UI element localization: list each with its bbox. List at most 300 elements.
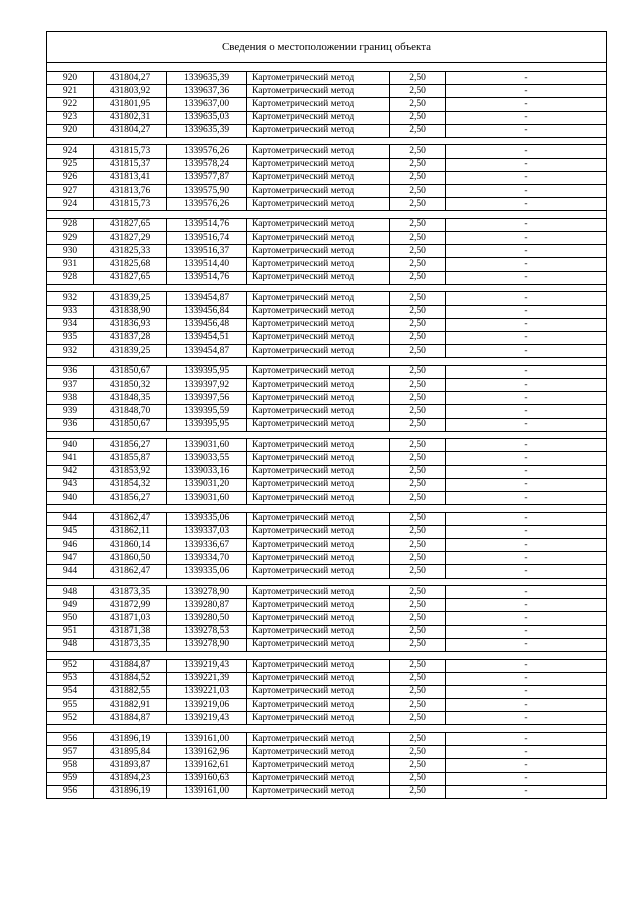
accuracy-cell: 2,50	[390, 759, 446, 772]
method-cell: Картометрический метод	[247, 465, 390, 478]
separator-cell	[47, 137, 607, 145]
method-cell: Картометрический метод	[247, 491, 390, 504]
method-cell: Картометрический метод	[247, 271, 390, 284]
y-coordinate-cell: 1339031,60	[167, 439, 247, 452]
method-cell: Картометрический метод	[247, 699, 390, 712]
x-coordinate-cell: 431894,23	[94, 772, 167, 785]
table-row	[47, 491, 607, 504]
x-coordinate-cell: 431838,90	[94, 305, 167, 318]
table-row	[47, 785, 607, 798]
point-number-cell: 954	[47, 685, 94, 698]
table-row	[47, 732, 607, 745]
accuracy-cell: 2,50	[390, 292, 446, 305]
description-cell: -	[446, 365, 607, 378]
separator-cell	[47, 284, 607, 292]
method-cell: Картометрический метод	[247, 512, 390, 525]
accuracy-cell: 2,50	[390, 772, 446, 785]
accuracy-cell: 2,50	[390, 158, 446, 171]
accuracy-cell: 2,50	[390, 378, 446, 391]
group-separator-row	[47, 505, 607, 513]
point-number-cell: 955	[47, 699, 94, 712]
x-coordinate-cell: 431895,84	[94, 746, 167, 759]
x-coordinate-cell: 431853,92	[94, 465, 167, 478]
point-number-cell: 943	[47, 478, 94, 491]
x-coordinate-cell: 431827,29	[94, 232, 167, 245]
table-row	[47, 465, 607, 478]
x-coordinate-cell: 431860,14	[94, 539, 167, 552]
method-cell: Картометрический метод	[247, 586, 390, 599]
point-number-cell: 936	[47, 418, 94, 431]
description-cell: -	[446, 512, 607, 525]
description-cell: -	[446, 158, 607, 171]
point-number-cell: 929	[47, 232, 94, 245]
y-coordinate-cell: 1339161,00	[167, 785, 247, 798]
x-coordinate-cell: 431884,52	[94, 672, 167, 685]
x-coordinate-cell: 431813,76	[94, 185, 167, 198]
y-coordinate-cell: 1339516,74	[167, 232, 247, 245]
point-number-cell: 935	[47, 331, 94, 344]
table-row	[47, 565, 607, 578]
table-row	[47, 552, 607, 565]
group-separator-row	[47, 358, 607, 366]
description-cell: -	[446, 305, 607, 318]
method-cell: Картометрический метод	[247, 625, 390, 638]
y-coordinate-cell: 1339576,26	[167, 198, 247, 211]
point-number-cell: 948	[47, 638, 94, 651]
accuracy-cell: 2,50	[390, 625, 446, 638]
method-cell: Картометрический метод	[247, 439, 390, 452]
method-cell: Картометрический метод	[247, 158, 390, 171]
point-number-cell: 940	[47, 491, 94, 504]
table-row	[47, 98, 607, 111]
accuracy-cell: 2,50	[390, 232, 446, 245]
separator-cell	[47, 211, 607, 219]
point-number-cell: 953	[47, 672, 94, 685]
point-number-cell: 958	[47, 759, 94, 772]
method-cell: Картометрический метод	[247, 171, 390, 184]
point-number-cell: 925	[47, 158, 94, 171]
accuracy-cell: 2,50	[390, 245, 446, 258]
y-coordinate-cell: 1339162,96	[167, 746, 247, 759]
accuracy-cell: 2,50	[390, 85, 446, 98]
group-separator-row	[47, 652, 607, 660]
x-coordinate-cell: 431871,38	[94, 625, 167, 638]
description-cell: -	[446, 759, 607, 772]
description-cell: -	[446, 331, 607, 344]
y-coordinate-cell: 1339456,84	[167, 305, 247, 318]
x-coordinate-cell: 431801,95	[94, 98, 167, 111]
x-coordinate-cell: 431839,25	[94, 345, 167, 358]
y-coordinate-cell: 1339278,90	[167, 586, 247, 599]
point-number-cell: 938	[47, 392, 94, 405]
description-cell: -	[446, 565, 607, 578]
accuracy-cell: 2,50	[390, 599, 446, 612]
table-row	[47, 672, 607, 685]
document-title: Сведения о местоположении границ объекта	[47, 32, 607, 63]
x-coordinate-cell: 431856,27	[94, 439, 167, 452]
method-cell: Картометрический метод	[247, 111, 390, 124]
x-coordinate-cell: 431804,27	[94, 124, 167, 137]
point-number-cell: 949	[47, 599, 94, 612]
description-cell: -	[446, 746, 607, 759]
table-row	[47, 158, 607, 171]
x-coordinate-cell: 431872,99	[94, 599, 167, 612]
accuracy-cell: 2,50	[390, 365, 446, 378]
y-coordinate-cell: 1339454,51	[167, 331, 247, 344]
table-row	[47, 185, 607, 198]
method-cell: Картометрический метод	[247, 659, 390, 672]
point-number-cell: 920	[47, 72, 94, 85]
method-cell: Картометрический метод	[247, 98, 390, 111]
point-number-cell: 924	[47, 145, 94, 158]
description-cell: -	[446, 599, 607, 612]
y-coordinate-cell: 1339280,50	[167, 612, 247, 625]
table-row	[47, 772, 607, 785]
description-cell: -	[446, 145, 607, 158]
description-cell: -	[446, 378, 607, 391]
x-coordinate-cell: 431855,87	[94, 452, 167, 465]
x-coordinate-cell: 431862,11	[94, 525, 167, 538]
accuracy-cell: 2,50	[390, 552, 446, 565]
description-cell: -	[446, 198, 607, 211]
method-cell: Картометрический метод	[247, 365, 390, 378]
y-coordinate-cell: 1339516,37	[167, 245, 247, 258]
method-cell: Картометрический метод	[247, 552, 390, 565]
accuracy-cell: 2,50	[390, 586, 446, 599]
table-row	[47, 85, 607, 98]
table-row	[47, 712, 607, 725]
point-number-cell: 937	[47, 378, 94, 391]
point-number-cell: 948	[47, 586, 94, 599]
y-coordinate-cell: 1339219,43	[167, 659, 247, 672]
point-number-cell: 951	[47, 625, 94, 638]
accuracy-cell: 2,50	[390, 539, 446, 552]
accuracy-cell: 2,50	[390, 271, 446, 284]
y-coordinate-cell: 1339278,53	[167, 625, 247, 638]
method-cell: Картометрический метод	[247, 331, 390, 344]
table-row	[47, 612, 607, 625]
method-cell: Картометрический метод	[247, 198, 390, 211]
point-number-cell: 932	[47, 345, 94, 358]
description-cell: -	[446, 98, 607, 111]
description-cell: -	[446, 185, 607, 198]
point-number-cell: 930	[47, 245, 94, 258]
point-number-cell: 944	[47, 512, 94, 525]
table-row	[47, 452, 607, 465]
group-separator-row	[47, 431, 607, 439]
accuracy-cell: 2,50	[390, 565, 446, 578]
method-cell: Картометрический метод	[247, 305, 390, 318]
separator-cell	[47, 505, 607, 513]
y-coordinate-cell: 1339395,95	[167, 365, 247, 378]
method-cell: Картометрический метод	[247, 685, 390, 698]
description-cell: -	[446, 552, 607, 565]
table-row	[47, 439, 607, 452]
table-row	[47, 318, 607, 331]
y-coordinate-cell: 1339397,56	[167, 392, 247, 405]
accuracy-cell: 2,50	[390, 659, 446, 672]
description-cell: -	[446, 685, 607, 698]
method-cell: Картометрический метод	[247, 185, 390, 198]
separator-cell	[47, 578, 607, 586]
table-row	[47, 258, 607, 271]
accuracy-cell: 2,50	[390, 478, 446, 491]
table-row	[47, 218, 607, 231]
method-cell: Картометрический метод	[247, 345, 390, 358]
y-coordinate-cell: 1339160,63	[167, 772, 247, 785]
point-number-cell: 926	[47, 171, 94, 184]
point-number-cell: 928	[47, 218, 94, 231]
x-coordinate-cell: 431884,87	[94, 659, 167, 672]
y-coordinate-cell: 1339221,39	[167, 672, 247, 685]
table-row	[47, 145, 607, 158]
x-coordinate-cell: 431850,32	[94, 378, 167, 391]
table-row	[47, 198, 607, 211]
method-cell: Картометрический метод	[247, 539, 390, 552]
point-number-cell: 956	[47, 732, 94, 745]
y-coordinate-cell: 1339514,76	[167, 271, 247, 284]
x-coordinate-cell: 431882,55	[94, 685, 167, 698]
group-separator-row	[47, 725, 607, 733]
y-coordinate-cell: 1339576,26	[167, 145, 247, 158]
method-cell: Картометрический метод	[247, 258, 390, 271]
separator-cell	[47, 431, 607, 439]
method-cell: Картометрический метод	[247, 599, 390, 612]
x-coordinate-cell: 431825,33	[94, 245, 167, 258]
table-row	[47, 292, 607, 305]
table-row	[47, 171, 607, 184]
point-number-cell: 931	[47, 258, 94, 271]
table-body	[47, 32, 607, 799]
method-cell: Картометрический метод	[247, 392, 390, 405]
y-coordinate-cell: 1339635,03	[167, 111, 247, 124]
y-coordinate-cell: 1339456,48	[167, 318, 247, 331]
x-coordinate-cell: 431896,19	[94, 732, 167, 745]
description-cell: -	[446, 124, 607, 137]
accuracy-cell: 2,50	[390, 638, 446, 651]
group-separator-row	[47, 578, 607, 586]
table-row	[47, 512, 607, 525]
method-cell: Картометрический метод	[247, 712, 390, 725]
accuracy-cell: 2,50	[390, 218, 446, 231]
point-number-cell: 952	[47, 712, 94, 725]
table-row	[47, 699, 607, 712]
point-number-cell: 950	[47, 612, 94, 625]
accuracy-cell: 2,50	[390, 318, 446, 331]
x-coordinate-cell: 431893,87	[94, 759, 167, 772]
description-cell: -	[446, 405, 607, 418]
accuracy-cell: 2,50	[390, 491, 446, 504]
x-coordinate-cell: 431815,73	[94, 145, 167, 158]
point-number-cell: 922	[47, 98, 94, 111]
blank-cell	[47, 63, 607, 72]
x-coordinate-cell: 431850,67	[94, 418, 167, 431]
x-coordinate-cell: 431827,65	[94, 218, 167, 231]
accuracy-cell: 2,50	[390, 746, 446, 759]
table-row	[47, 586, 607, 599]
y-coordinate-cell: 1339514,76	[167, 218, 247, 231]
table-row	[47, 599, 607, 612]
x-coordinate-cell: 431837,28	[94, 331, 167, 344]
x-coordinate-cell: 431827,65	[94, 271, 167, 284]
method-cell: Картометрический метод	[247, 72, 390, 85]
accuracy-cell: 2,50	[390, 198, 446, 211]
y-coordinate-cell: 1339575,90	[167, 185, 247, 198]
method-cell: Картометрический метод	[247, 478, 390, 491]
table-row	[47, 124, 607, 137]
description-cell: -	[446, 638, 607, 651]
description-cell: -	[446, 612, 607, 625]
accuracy-cell: 2,50	[390, 72, 446, 85]
point-number-cell: 956	[47, 785, 94, 798]
accuracy-cell: 2,50	[390, 331, 446, 344]
table-row	[47, 365, 607, 378]
x-coordinate-cell: 431813,41	[94, 171, 167, 184]
method-cell: Картометрический метод	[247, 565, 390, 578]
description-cell: -	[446, 258, 607, 271]
group-separator-row	[47, 137, 607, 145]
point-number-cell: 928	[47, 271, 94, 284]
table-row	[47, 525, 607, 538]
accuracy-cell: 2,50	[390, 98, 446, 111]
description-cell: -	[446, 318, 607, 331]
description-cell: -	[446, 672, 607, 685]
boundary-coordinates-table	[46, 31, 607, 799]
method-cell: Картометрический метод	[247, 85, 390, 98]
accuracy-cell: 2,50	[390, 732, 446, 745]
point-number-cell: 957	[47, 746, 94, 759]
accuracy-cell: 2,50	[390, 452, 446, 465]
accuracy-cell: 2,50	[390, 418, 446, 431]
table-row	[47, 392, 607, 405]
title-row	[47, 32, 607, 63]
point-number-cell: 924	[47, 198, 94, 211]
point-number-cell: 941	[47, 452, 94, 465]
method-cell: Картометрический метод	[247, 405, 390, 418]
table-row	[47, 746, 607, 759]
x-coordinate-cell: 431825,68	[94, 258, 167, 271]
description-cell: -	[446, 439, 607, 452]
point-number-cell: 940	[47, 439, 94, 452]
method-cell: Картометрический метод	[247, 732, 390, 745]
y-coordinate-cell: 1339219,43	[167, 712, 247, 725]
accuracy-cell: 2,50	[390, 405, 446, 418]
method-cell: Картометрический метод	[247, 638, 390, 651]
y-coordinate-cell: 1339336,67	[167, 539, 247, 552]
accuracy-cell: 2,50	[390, 439, 446, 452]
point-number-cell: 933	[47, 305, 94, 318]
table-row	[47, 305, 607, 318]
method-cell: Картометрический метод	[247, 772, 390, 785]
y-coordinate-cell: 1339337,03	[167, 525, 247, 538]
description-cell: -	[446, 171, 607, 184]
accuracy-cell: 2,50	[390, 345, 446, 358]
x-coordinate-cell: 431873,35	[94, 638, 167, 651]
y-coordinate-cell: 1339637,00	[167, 98, 247, 111]
y-coordinate-cell: 1339635,39	[167, 72, 247, 85]
x-coordinate-cell: 431882,91	[94, 699, 167, 712]
table-row	[47, 111, 607, 124]
description-cell: -	[446, 85, 607, 98]
description-cell: -	[446, 699, 607, 712]
y-coordinate-cell: 1339161,00	[167, 732, 247, 745]
y-coordinate-cell: 1339033,16	[167, 465, 247, 478]
x-coordinate-cell: 431802,31	[94, 111, 167, 124]
x-coordinate-cell: 431884,87	[94, 712, 167, 725]
y-coordinate-cell: 1339635,39	[167, 124, 247, 137]
accuracy-cell: 2,50	[390, 512, 446, 525]
point-number-cell: 939	[47, 405, 94, 418]
point-number-cell: 934	[47, 318, 94, 331]
x-coordinate-cell: 431860,50	[94, 552, 167, 565]
x-coordinate-cell: 431839,25	[94, 292, 167, 305]
accuracy-cell: 2,50	[390, 111, 446, 124]
y-coordinate-cell: 1339578,24	[167, 158, 247, 171]
y-coordinate-cell: 1339031,20	[167, 478, 247, 491]
group-separator-row	[47, 284, 607, 292]
point-number-cell: 947	[47, 552, 94, 565]
method-cell: Картометрический метод	[247, 785, 390, 798]
point-number-cell: 959	[47, 772, 94, 785]
method-cell: Картометрический метод	[247, 612, 390, 625]
x-coordinate-cell: 431848,35	[94, 392, 167, 405]
point-number-cell: 942	[47, 465, 94, 478]
y-coordinate-cell: 1339514,40	[167, 258, 247, 271]
separator-cell	[47, 725, 607, 733]
description-cell: -	[446, 111, 607, 124]
table-row	[47, 378, 607, 391]
y-coordinate-cell: 1339395,95	[167, 418, 247, 431]
y-coordinate-cell: 1339033,55	[167, 452, 247, 465]
x-coordinate-cell: 431862,47	[94, 512, 167, 525]
point-number-cell: 944	[47, 565, 94, 578]
description-cell: -	[446, 292, 607, 305]
method-cell: Картометрический метод	[247, 759, 390, 772]
point-number-cell: 936	[47, 365, 94, 378]
y-coordinate-cell: 1339637,36	[167, 85, 247, 98]
table-row	[47, 331, 607, 344]
table-row	[47, 405, 607, 418]
description-cell: -	[446, 345, 607, 358]
table-row	[47, 232, 607, 245]
description-cell: -	[446, 418, 607, 431]
accuracy-cell: 2,50	[390, 612, 446, 625]
description-cell: -	[446, 271, 607, 284]
accuracy-cell: 2,50	[390, 525, 446, 538]
y-coordinate-cell: 1339454,87	[167, 345, 247, 358]
accuracy-cell: 2,50	[390, 258, 446, 271]
accuracy-cell: 2,50	[390, 699, 446, 712]
y-coordinate-cell: 1339335,06	[167, 565, 247, 578]
description-cell: -	[446, 465, 607, 478]
method-cell: Картометрический метод	[247, 245, 390, 258]
table-row	[47, 685, 607, 698]
description-cell: -	[446, 392, 607, 405]
description-cell: -	[446, 732, 607, 745]
x-coordinate-cell: 431873,35	[94, 586, 167, 599]
description-cell: -	[446, 478, 607, 491]
description-cell: -	[446, 525, 607, 538]
point-number-cell: 946	[47, 539, 94, 552]
table-row	[47, 625, 607, 638]
blank-row	[47, 63, 607, 72]
accuracy-cell: 2,50	[390, 185, 446, 198]
method-cell: Картометрический метод	[247, 292, 390, 305]
separator-cell	[47, 652, 607, 660]
point-number-cell: 945	[47, 525, 94, 538]
table-row	[47, 539, 607, 552]
y-coordinate-cell: 1339219,06	[167, 699, 247, 712]
